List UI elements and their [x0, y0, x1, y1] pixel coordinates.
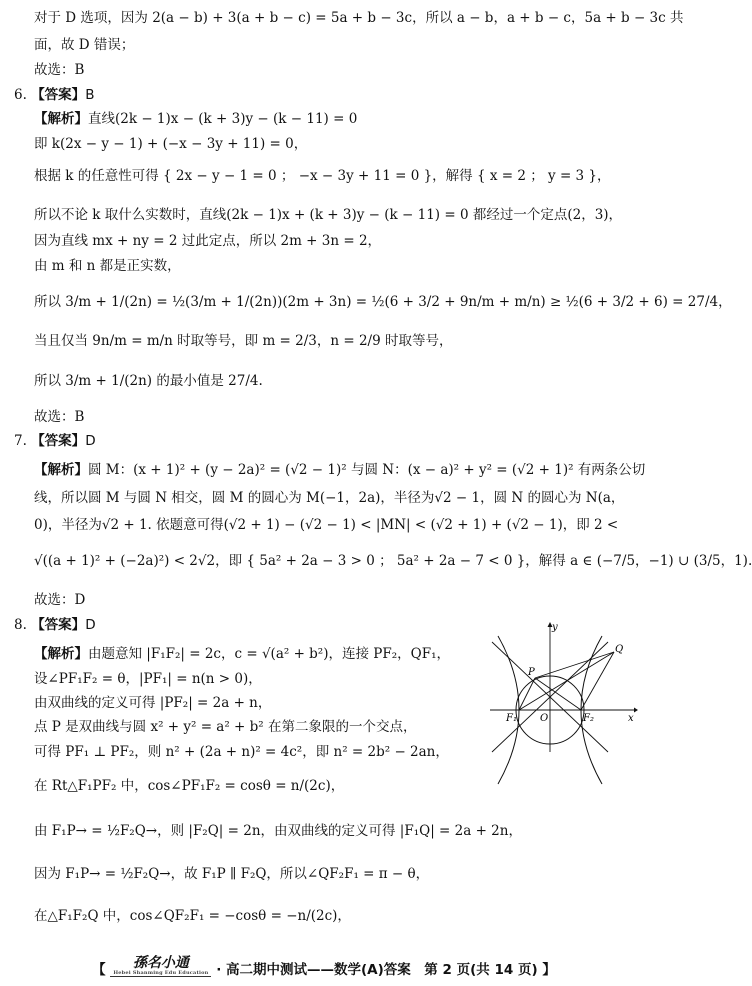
analysis-tag: 【解析】: [34, 646, 88, 662]
y-label: y: [552, 622, 558, 633]
text-line: 面，故 D 错误；: [34, 37, 135, 53]
text-line: 因为直线 mx + ny = 2 过此定点，所以 2m + 3n = 2，: [34, 233, 382, 249]
answer-tag: 【答案】: [31, 87, 86, 103]
footer-close-bracket: 】: [542, 962, 556, 978]
text-line: 故选：B: [34, 62, 85, 78]
focus-f1-label: F₁: [506, 713, 517, 724]
analysis-tag: 【解析】: [34, 462, 88, 478]
text-line: 由题意知 |F₁F₂| = 2c，c = √(a² + b²)，连接 PF₂，QF₁，: [88, 646, 450, 662]
logo-text: 孫名小通: [132, 955, 189, 971]
origin-label: O: [540, 713, 549, 724]
analysis-line: [34, 645, 450, 663]
answer-tag: 【答案】: [31, 433, 86, 449]
logo-subtitle: Hebei Shanming Edu Education: [113, 970, 209, 976]
footer-text: · 高二期中测试——数学(A)答案 第 2 页(共 14 页): [216, 962, 538, 978]
hyperbola-circle-diagram: [488, 620, 638, 755]
text-line: 在 Rt△F₁PF₂ 中，cos∠PF₁F₂ = cosθ = n/(2c)，: [34, 778, 345, 794]
text-line: 因为 F₁P→ = ½F₂Q→，故 F₁P ∥ F₂Q，所以∠QF₂F₁ = π − θ，: [34, 866, 430, 882]
question-8: [14, 616, 96, 634]
text-line: 所以不论 k 取什么实数时，直线(2k − 1)x + (k + 3)y − (k − 11) = 0 都经过一个定点(2，3)，: [34, 207, 623, 223]
text-line: 圆 M：(x + 1)² + (y − 2a)² = (√2 − 1)² 与圆 N：(x − a)² + y² = (√2 + 1)² 有两条公切: [88, 462, 646, 478]
text-line: 故选：B: [34, 409, 85, 425]
text-line: 0)，半径为√2 + 1. 依题意可得(√2 + 1) − (√2 − 1) < |MN| < (√2 + 1) + (√2 − 1)，即 2 <: [34, 517, 619, 533]
answer-value: D: [85, 617, 96, 633]
question-number: 6.: [14, 87, 27, 103]
text-line: 在△F₁F₂Q 中，cos∠QF₂F₁ = −cosθ = −n/(2c)，: [34, 908, 351, 924]
text-line: 由 m 和 n 都是正实数，: [34, 258, 181, 274]
x-label: x: [628, 713, 634, 724]
text-line: 所以 3/m + 1/(2n) = ½(3/m + 1/(2n))(2m + 3n) = ½(6 + 3/2 + 9n/m + m/n) ≥ ½(6 + 3/2 + 6) = 27/4，: [34, 294, 732, 310]
text-line: √((a + 1)² + (−2a)²) < 2√2，即 { 5a² + 2a − 3 > 0 ； 5a² + 2a − 7 < 0 }，解得 a ∈ (−7/5，−1) ∪ (3/5，1).: [34, 553, 752, 569]
text-line: 线，所以圆 M 与圆 N 相交，圆 M 的圆心为 M(−1，2a)，半径为√2 − 1，圆 N 的圆心为 N(a，: [34, 490, 625, 506]
text-line: 当且仅当 9n/m = m/n 时取等号，即 m = 2/3，n = 2/9 时取等号，: [34, 333, 453, 349]
text-line: 即 k(2x − y − 1) + (−x − 3y + 11) = 0，: [34, 136, 308, 152]
text-line: 设∠PF₁F₂ = θ，|PF₁| = n(n > 0)，: [34, 671, 262, 687]
footer-open-bracket: 【: [92, 962, 106, 978]
answer-tag: 【答案】: [31, 617, 86, 633]
point-q-label: Q: [615, 644, 624, 655]
point-p-label: P: [528, 667, 535, 678]
answer-value: D: [85, 433, 96, 449]
x-axis-arrow: [634, 708, 638, 713]
question-7: [14, 432, 96, 450]
analysis-line: [34, 461, 645, 479]
question-6: [14, 86, 94, 104]
text-line: 故选：D: [34, 592, 86, 608]
text-line: 由双曲线的定义可得 |PF₂| = 2a + n，: [34, 695, 272, 711]
analysis-line: [34, 110, 357, 128]
text-line: 所以 3/m + 1/(2n) 的最小值是 27/4.: [34, 373, 263, 389]
question-number: 8.: [14, 617, 27, 633]
page-footer: [0, 956, 648, 978]
text-line: 对于 D 选项，因为 2(a − b) + 3(a + b − c) = 5a + b − 3c，所以 a − b，a + b − c，5a + b − 3c 共: [34, 10, 684, 26]
answer-value: B: [85, 87, 95, 103]
brand-logo: [110, 956, 211, 977]
text-line: 直线(2k − 1)x − (k + 3)y − (k − 11) = 0: [88, 111, 358, 127]
text-line: 可得 PF₁ ⊥ PF₂，则 n² + (2a + n)² = 4c²，即 n² = 2b² − 2an，: [34, 744, 449, 760]
segment-f2q: [581, 652, 614, 710]
analysis-tag: 【解析】: [34, 111, 88, 127]
focus-f2-label: F₂: [583, 713, 594, 724]
text-line: 根据 k 的任意性可得 { 2x − y − 1 = 0 ； −x − 3y + 11 = 0 }，解得 { x = 2 ； y = 3 }，: [34, 168, 611, 184]
question-number: 7.: [14, 433, 27, 449]
text-line: 点 P 是双曲线与圆 x² + y² = a² + b² 在第二象限的一个交点，: [34, 719, 417, 735]
text-line: 由 F₁P→ = ½F₂Q→，则 |F₂Q| = 2n，由双曲线的定义可得 |F₁Q| = 2a + 2n，: [34, 823, 522, 839]
